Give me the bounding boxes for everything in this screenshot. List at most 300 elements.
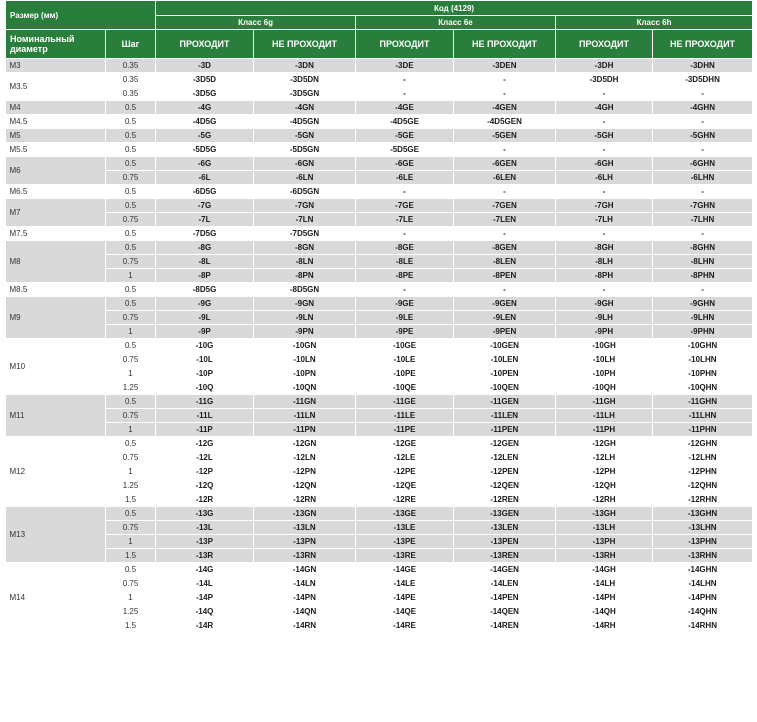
code-cell: -10QHN [653,381,753,395]
class-6e-header: Класс 6е [356,16,556,30]
code-cell: -9PE [356,325,454,339]
pitch-cell: 1.5 [106,549,156,563]
code-cell: -12PHN [653,465,753,479]
code-cell: -13LN [254,521,356,535]
code-cell: -11GH [556,395,653,409]
nogo-header: НЕ ПРОХОДИТ [653,30,753,59]
nominal-diameter-cell: M13 [6,507,106,563]
code-cell: -4GE [356,101,454,115]
table-row [6,115,753,129]
code-cell: -6G [156,157,254,171]
nogo-header: НЕ ПРОХОДИТ [254,30,356,59]
code-cell: - [653,87,753,101]
code-cell: -10GHN [653,339,753,353]
code-cell: -13LEN [454,521,556,535]
pitch-cell: 0.5 [106,437,156,451]
code-cell: -14RHN [653,619,753,633]
code-cell: -13GEN [454,507,556,521]
code-cell: -8P [156,269,254,283]
code-cell: -13RH [556,549,653,563]
code-cell: -12PH [556,465,653,479]
code-cell: -7D5G [156,227,254,241]
code-cell: -12PEN [454,465,556,479]
table-row [6,255,753,269]
table-row [6,297,753,311]
code-cell: -14GE [356,563,454,577]
class-6h-header: Класс 6h [556,16,753,30]
table-row [6,535,753,549]
code-cell: -9PHN [653,325,753,339]
code-cell: -14LH [556,577,653,591]
table-row [6,605,753,619]
code-cell: -12GH [556,437,653,451]
pitch-cell: 0.75 [106,577,156,591]
code-cell: -10QE [356,381,454,395]
pitch-cell: 0.75 [106,255,156,269]
code-cell: -9LN [254,311,356,325]
code-cell: -8LHN [653,255,753,269]
code-cell: -9PH [556,325,653,339]
code-cell: -13G [156,507,254,521]
code-cell: -14P [156,591,254,605]
table-row [6,87,753,101]
code-cell: - [556,143,653,157]
code-cell: -4D5GEN [454,115,556,129]
code-cell: -14GHN [653,563,753,577]
code-cell: -9GE [356,297,454,311]
code-cell: -12L [156,451,254,465]
code-cell: -12P [156,465,254,479]
go-header: ПРОХОДИТ [356,30,454,59]
code-cell: -7LHN [653,213,753,227]
code-cell: -3DH [556,59,653,73]
code-cell: -3D5DH [556,73,653,87]
pitch-cell: 0.5 [106,129,156,143]
pitch-cell: 1.25 [106,479,156,493]
code-cell: -14PE [356,591,454,605]
code-cell: - [556,87,653,101]
code-cell: -9G [156,297,254,311]
code-cell: -14RE [356,619,454,633]
code-cell: -9GHN [653,297,753,311]
code-cell: - [454,283,556,297]
code-cell: - [556,185,653,199]
code-cell: -6LN [254,171,356,185]
code-cell: -8GN [254,241,356,255]
code-cell: -14PEN [454,591,556,605]
code-cell: -9GEN [454,297,556,311]
code-cell: -10LEN [454,353,556,367]
code-cell: -5D5GE [356,143,454,157]
nominal-diameter-cell: M11 [6,395,106,437]
code-cell: -7LN [254,213,356,227]
code-cell: -14GEN [454,563,556,577]
code-cell: -10Q [156,381,254,395]
code-cell: -12PE [356,465,454,479]
table-row [6,521,753,535]
code-cell: -10GH [556,339,653,353]
code-cell: -9LH [556,311,653,325]
table-row [6,451,753,465]
pitch-cell: 1 [106,465,156,479]
code-cell: -14LEN [454,577,556,591]
code-cell: - [556,115,653,129]
table-row [6,171,753,185]
code-cell: -14RN [254,619,356,633]
pitch-cell: 0.35 [106,59,156,73]
code-cell: -12Q [156,479,254,493]
code-cell: -5D5GN [254,143,356,157]
code-cell: -13LHN [653,521,753,535]
table-row [6,73,753,87]
table-row [6,493,753,507]
table-row [6,325,753,339]
code-cell: -10LH [556,353,653,367]
code-cell: -4GH [556,101,653,115]
code-header: Код (4129) [156,1,753,16]
code-cell: -6D5G [156,185,254,199]
code-cell: -3DN [254,59,356,73]
code-cell: -3D5G [156,87,254,101]
code-cell: - [356,185,454,199]
code-cell: -7GN [254,199,356,213]
code-cell: -7L [156,213,254,227]
table-row [6,409,753,423]
code-cell: - [653,283,753,297]
code-cell: -9PN [254,325,356,339]
code-cell: -9GH [556,297,653,311]
pitch-cell: 0.75 [106,409,156,423]
code-cell: - [454,143,556,157]
pitch-cell: 1 [106,367,156,381]
code-cell: -13R [156,549,254,563]
code-cell: -8PH [556,269,653,283]
code-cell: -10P [156,367,254,381]
code-cell: -14Q [156,605,254,619]
code-cell: -3D5DHN [653,73,753,87]
code-cell: -14PH [556,591,653,605]
pitch-cell: 1 [106,591,156,605]
code-cell: -14LN [254,577,356,591]
code-cell: -4GHN [653,101,753,115]
go-header: ПРОХОДИТ [156,30,254,59]
code-cell: -13PE [356,535,454,549]
code-cell: -3D5GN [254,87,356,101]
table-row [6,101,753,115]
code-cell: -13RN [254,549,356,563]
code-cell: - [556,283,653,297]
code-cell: -12GEN [454,437,556,451]
code-cell: - [653,143,753,157]
code-cell: -10PH [556,367,653,381]
code-cell: -10LN [254,353,356,367]
thread-gauge-table [5,0,753,633]
code-cell: -12LH [556,451,653,465]
code-cell: -13GHN [653,507,753,521]
nominal-diameter-cell: M5 [6,129,106,143]
code-cell: -9PEN [454,325,556,339]
pitch-cell: 1 [106,423,156,437]
code-cell: - [454,227,556,241]
pitch-cell: 0.5 [106,227,156,241]
code-cell: -11LH [556,409,653,423]
code-cell: -5GN [254,129,356,143]
code-cell: -4D5G [156,115,254,129]
code-cell: -11L [156,409,254,423]
code-cell: -12GN [254,437,356,451]
nominal-diameter-cell: M4 [6,101,106,115]
code-cell: -8PE [356,269,454,283]
code-cell: -11P [156,423,254,437]
code-cell: -10GE [356,339,454,353]
pitch-cell: 0.5 [106,157,156,171]
pitch-cell: 0.75 [106,311,156,325]
table-row [6,157,753,171]
code-cell: -5D5G [156,143,254,157]
pitch-cell: 0.5 [106,507,156,521]
code-cell: -13P [156,535,254,549]
nominal-diameter-cell: M6.5 [6,185,106,199]
code-cell: -10G [156,339,254,353]
code-cell: -13LH [556,521,653,535]
code-cell: -4GEN [454,101,556,115]
code-cell: -11LEN [454,409,556,423]
code-cell: -8LE [356,255,454,269]
nominal-diameter-cell: M5.5 [6,143,106,157]
table-row [6,283,753,297]
code-cell: -12LE [356,451,454,465]
code-cell: -6GHN [653,157,753,171]
code-cell: -6GH [556,157,653,171]
code-cell: -11PN [254,423,356,437]
table-row [6,59,753,73]
code-cell: -13PEN [454,535,556,549]
code-cell: -7LH [556,213,653,227]
table-row [6,129,753,143]
code-cell: -6GN [254,157,356,171]
table-row [6,269,753,283]
pitch-cell: 0.5 [106,395,156,409]
table-row [6,381,753,395]
pitch-cell: 0.75 [106,451,156,465]
code-cell: -12GHN [653,437,753,451]
pitch-cell: 0.5 [106,101,156,115]
code-cell: -9L [156,311,254,325]
pitch-cell: 0.5 [106,185,156,199]
table-row [6,423,753,437]
pitch-cell: 0.35 [106,87,156,101]
pitch-cell: 0.35 [106,73,156,87]
table-row [6,143,753,157]
nominal-diameter-cell: M3.5 [6,73,106,101]
code-cell: -12LHN [653,451,753,465]
nominal-diameter-cell: M4.5 [6,115,106,129]
code-cell: - [356,73,454,87]
code-cell: -13PH [556,535,653,549]
code-cell: -13LE [356,521,454,535]
code-cell: -12PN [254,465,356,479]
code-cell: -14QH [556,605,653,619]
code-cell: -11GEN [454,395,556,409]
code-cell: -10PEN [454,367,556,381]
code-cell: -5GE [356,129,454,143]
table-row [6,241,753,255]
code-cell: -14PN [254,591,356,605]
code-cell: -14QEN [454,605,556,619]
code-cell: -8LH [556,255,653,269]
code-cell: -10PE [356,367,454,381]
pitch-cell: 0.5 [106,283,156,297]
nominal-diameter-cell: M3 [6,59,106,73]
code-cell: -9LHN [653,311,753,325]
nominal-diameter-cell: M14 [6,563,106,633]
code-cell: -7GEN [454,199,556,213]
table-row [6,549,753,563]
code-cell: -9P [156,325,254,339]
code-cell: -3DHN [653,59,753,73]
code-cell: - [653,227,753,241]
table-row [6,563,753,577]
code-cell: -3D [156,59,254,73]
code-cell: -14LE [356,577,454,591]
code-cell: -14QE [356,605,454,619]
code-cell: -14G [156,563,254,577]
pitch-cell: 1.5 [106,493,156,507]
code-cell: -7G [156,199,254,213]
code-cell: -10QH [556,381,653,395]
code-cell: -8PHN [653,269,753,283]
code-cell: - [653,115,753,129]
code-cell: - [356,283,454,297]
code-cell: -12QE [356,479,454,493]
pitch-cell: 0.5 [106,143,156,157]
code-cell: -8G [156,241,254,255]
pitch-cell: 1.5 [106,619,156,633]
pitch-cell: 0.5 [106,241,156,255]
go-header: ПРОХОДИТ [556,30,653,59]
pitch-cell: 1.25 [106,381,156,395]
code-cell: -12LEN [454,451,556,465]
code-cell: -10LE [356,353,454,367]
nominal-diameter-cell: M8 [6,241,106,283]
diameter-header: Номинальный диаметр [6,30,106,59]
pitch-cell: 1.25 [106,605,156,619]
pitch-cell: 1 [106,325,156,339]
code-cell: -8D5G [156,283,254,297]
table-row [6,227,753,241]
pitch-cell: 0.5 [106,563,156,577]
code-cell: -7GHN [653,199,753,213]
nominal-diameter-cell: M8.5 [6,283,106,297]
code-cell: -4D5GN [254,115,356,129]
code-cell: -8PN [254,269,356,283]
class-6g-header: Класс 6g [156,16,356,30]
code-cell: -12QEN [454,479,556,493]
code-cell: -10QEN [454,381,556,395]
code-cell: -14L [156,577,254,591]
code-cell: -5GH [556,129,653,143]
code-cell: -14R [156,619,254,633]
code-cell: -13L [156,521,254,535]
code-cell: -8GH [556,241,653,255]
pitch-cell: 0.5 [106,115,156,129]
code-cell: -5G [156,129,254,143]
code-cell: -6LHN [653,171,753,185]
code-cell: -8D5GN [254,283,356,297]
table-row [6,591,753,605]
code-cell: -11PH [556,423,653,437]
table-row [6,185,753,199]
pitch-cell: 1 [106,535,156,549]
pitch-cell: 0.5 [106,199,156,213]
code-cell: -3D5D [156,73,254,87]
pitch-cell: 0.75 [106,213,156,227]
pitch-cell: 0.75 [106,521,156,535]
code-cell: -7GE [356,199,454,213]
code-cell: -13PN [254,535,356,549]
code-cell: -8GHN [653,241,753,255]
nominal-diameter-cell: M9 [6,297,106,339]
pitch-cell: 0.5 [106,339,156,353]
code-cell: -14GN [254,563,356,577]
code-cell: - [454,185,556,199]
code-cell: -10GEN [454,339,556,353]
table-row [6,199,753,213]
code-cell: -12QN [254,479,356,493]
code-cell: -11LHN [653,409,753,423]
nominal-diameter-cell: M7.5 [6,227,106,241]
code-cell: -11PHN [653,423,753,437]
code-cell: -7LEN [454,213,556,227]
table-row [6,213,753,227]
code-cell: -3DE [356,59,454,73]
code-cell: -14PHN [653,591,753,605]
code-cell: -13GH [556,507,653,521]
code-cell: -12QHN [653,479,753,493]
code-cell: -12LN [254,451,356,465]
code-cell: -13PHN [653,535,753,549]
code-cell: -11LE [356,409,454,423]
code-cell: -9LE [356,311,454,325]
code-cell: -11GE [356,395,454,409]
nominal-diameter-cell: M6 [6,157,106,185]
code-cell: -12QH [556,479,653,493]
code-cell: -4G [156,101,254,115]
code-cell: - [653,185,753,199]
code-cell: -8LEN [454,255,556,269]
code-cell: -6GE [356,157,454,171]
table-row [6,577,753,591]
code-cell: -6LH [556,171,653,185]
code-cell: -12RH [556,493,653,507]
code-cell: -6LE [356,171,454,185]
code-cell: -14GH [556,563,653,577]
table-row [6,437,753,451]
code-cell: - [356,87,454,101]
code-cell: -10PHN [653,367,753,381]
code-cell: -12RHN [653,493,753,507]
code-cell: -13GE [356,507,454,521]
code-cell: -8L [156,255,254,269]
code-cell: -7D5GN [254,227,356,241]
nogo-header: НЕ ПРОХОДИТ [454,30,556,59]
code-cell: -3DEN [454,59,556,73]
pitch-header: Шаг [106,30,156,59]
code-cell: -5GEN [454,129,556,143]
code-cell: -5GHN [653,129,753,143]
code-cell: - [556,227,653,241]
code-cell: -4D5GE [356,115,454,129]
